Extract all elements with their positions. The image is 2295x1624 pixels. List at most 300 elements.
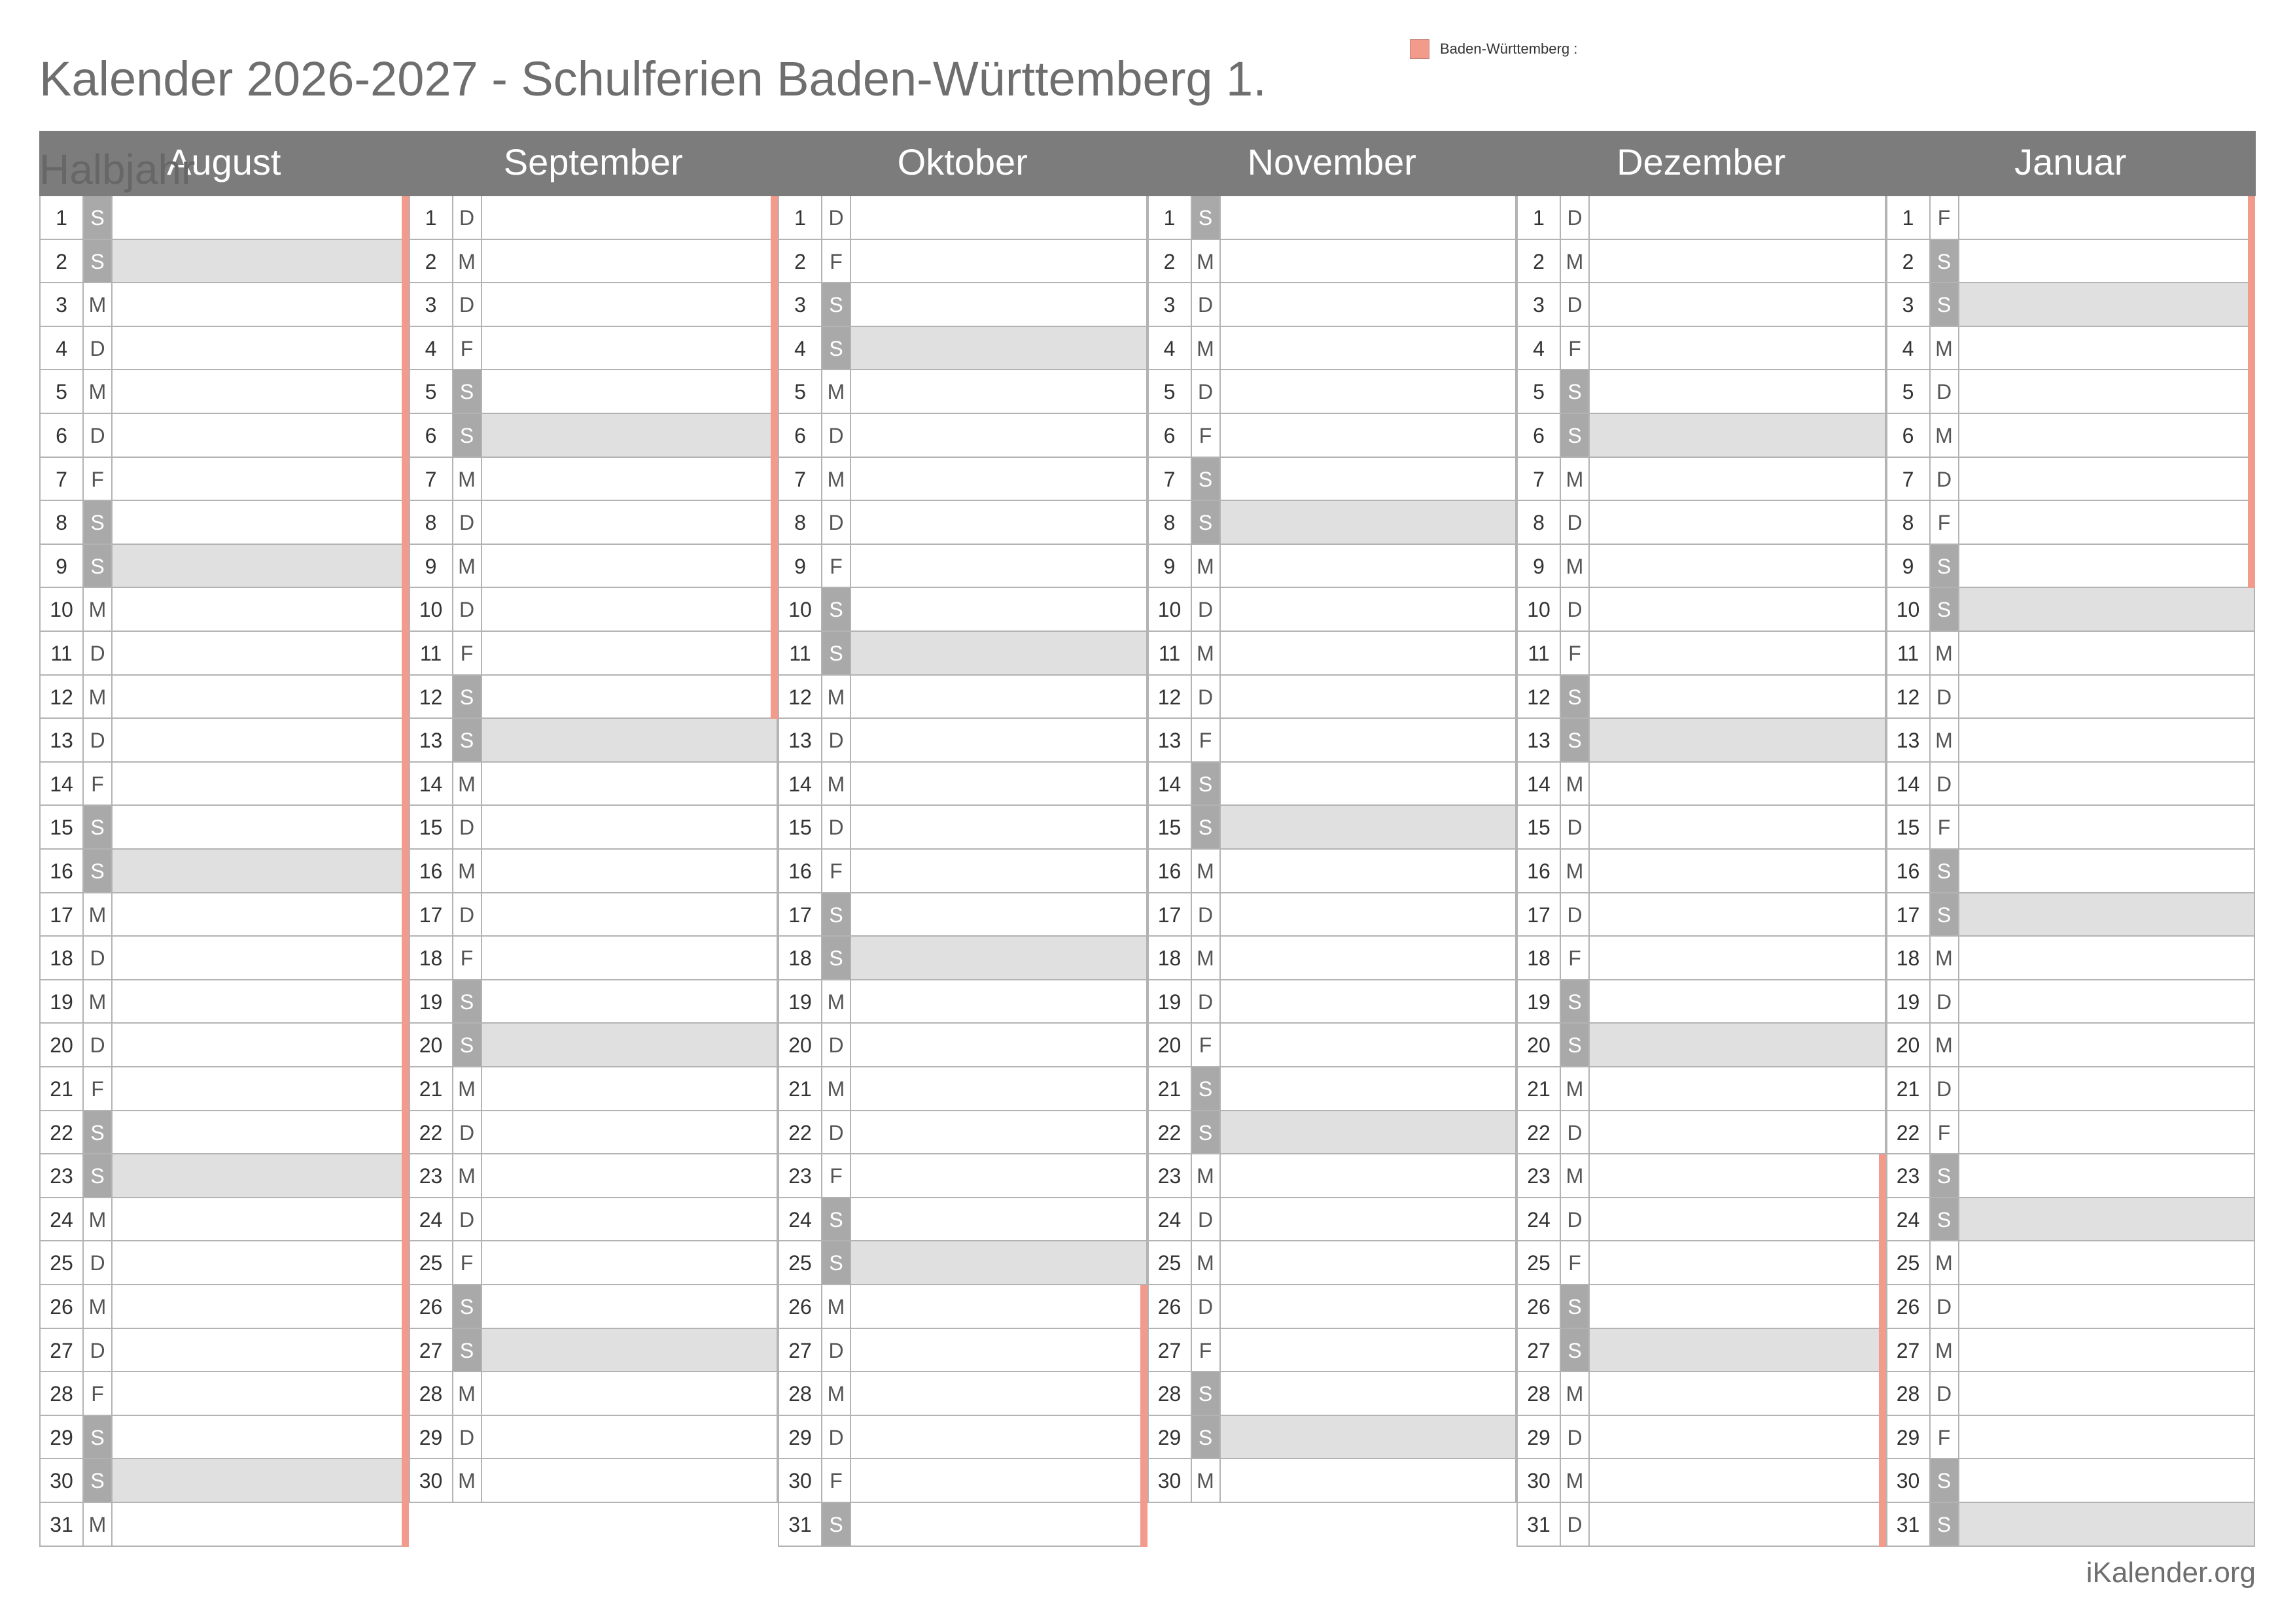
weekday-letter: D	[1931, 980, 1959, 1024]
day-note-cell[interactable]	[113, 850, 409, 893]
day-note-cell[interactable]	[1221, 1024, 1517, 1067]
day-note-cell[interactable]	[851, 1329, 1148, 1373]
day-note-cell[interactable]	[851, 676, 1148, 719]
day-note-cell[interactable]	[482, 458, 779, 502]
weekday-letter: M	[1192, 240, 1221, 284]
day-note-cell[interactable]	[113, 1503, 409, 1547]
day-number: 26	[409, 1285, 453, 1329]
weekday-letter: M	[1931, 1329, 1959, 1373]
day-note-cell[interactable]	[851, 980, 1148, 1024]
day-note-cell[interactable]	[113, 937, 409, 980]
day-note-cell[interactable]	[1221, 1067, 1517, 1111]
day-number: 30	[1516, 1459, 1561, 1503]
day-number: 2	[1516, 240, 1561, 284]
weekday-letter: M	[84, 370, 113, 414]
day-note-cell[interactable]	[1221, 719, 1517, 763]
day-note-cell[interactable]	[1221, 327, 1517, 371]
day-number: 9	[1516, 545, 1561, 589]
day-number: 21	[39, 1067, 84, 1111]
day-number: 25	[409, 1241, 453, 1285]
day-note-cell[interactable]	[113, 545, 409, 589]
weekday-letter: D	[1561, 893, 1590, 937]
day-number: 7	[39, 458, 84, 502]
day-note-cell[interactable]	[482, 501, 779, 545]
day-number: 8	[1886, 501, 1931, 545]
day-note-cell[interactable]	[1590, 370, 1886, 414]
day-number: 23	[1886, 1154, 1931, 1198]
day-note-cell[interactable]	[482, 937, 779, 980]
day-number: 31	[1516, 1503, 1561, 1547]
day-note-cell[interactable]	[1959, 283, 2256, 327]
day-note-cell[interactable]	[1590, 937, 1886, 980]
day-number: 21	[778, 1067, 822, 1111]
day-number: 8	[1148, 501, 1192, 545]
day-note-cell[interactable]	[1590, 676, 1886, 719]
day-number: 26	[39, 1285, 84, 1329]
day-note-cell[interactable]	[482, 327, 779, 371]
day-note-cell[interactable]	[1590, 283, 1886, 327]
day-note-cell[interactable]	[851, 937, 1148, 980]
day-note-cell[interactable]	[1959, 1285, 2256, 1329]
day-note-cell[interactable]	[1959, 980, 2256, 1024]
day-number: 14	[1516, 763, 1561, 806]
day-note-cell[interactable]	[1590, 1024, 1886, 1067]
weekday-letter: S	[453, 1285, 482, 1329]
day-note-cell[interactable]	[1959, 893, 2256, 937]
day-note-cell[interactable]	[113, 501, 409, 545]
day-note-cell[interactable]	[851, 632, 1148, 676]
day-note-cell[interactable]	[113, 1416, 409, 1460]
day-number: 7	[1886, 458, 1931, 502]
day-number: 10	[1886, 588, 1931, 632]
day-note-cell[interactable]	[1221, 676, 1517, 719]
day-note-cell[interactable]	[851, 1241, 1148, 1285]
day-note-cell[interactable]	[1221, 763, 1517, 806]
weekday-letter: F	[1192, 414, 1221, 458]
day-note-cell[interactable]	[1959, 1459, 2256, 1503]
day-number: 6	[1148, 414, 1192, 458]
weekday-letter: M	[1931, 1024, 1959, 1067]
day-note-cell[interactable]	[1959, 327, 2256, 371]
weekday-letter: S	[84, 196, 113, 240]
day-note-cell[interactable]	[1959, 1198, 2256, 1242]
weekday-letter: D	[84, 719, 113, 763]
day-note-cell[interactable]	[482, 1241, 779, 1285]
day-note-cell[interactable]	[1959, 1416, 2256, 1460]
day-note-cell[interactable]	[1590, 980, 1886, 1024]
day-note-cell[interactable]	[1590, 1198, 1886, 1242]
weekday-letter: D	[453, 196, 482, 240]
day-note-cell[interactable]	[113, 1459, 409, 1503]
day-note-cell[interactable]	[113, 1067, 409, 1111]
day-note-cell[interactable]	[851, 458, 1148, 502]
day-number: 18	[39, 937, 84, 980]
day-note-cell[interactable]	[1221, 980, 1517, 1024]
weekday-letter: D	[1561, 588, 1590, 632]
day-note-cell[interactable]	[482, 632, 779, 676]
day-note-cell[interactable]	[1590, 632, 1886, 676]
weekday-letter: M	[1561, 545, 1590, 589]
day-number: 2	[39, 240, 84, 284]
day-note-cell[interactable]	[482, 1198, 779, 1242]
day-note-cell[interactable]	[482, 283, 779, 327]
day-number: 18	[1886, 937, 1931, 980]
day-note-cell[interactable]	[1590, 763, 1886, 806]
weekday-letter: S	[1561, 1285, 1590, 1329]
day-note-cell[interactable]	[113, 327, 409, 371]
day-note-cell[interactable]	[1959, 588, 2256, 632]
weekday-letter: S	[1561, 414, 1590, 458]
day-note-cell[interactable]	[482, 1154, 779, 1198]
day-note-cell[interactable]	[851, 414, 1148, 458]
month-header-november: November	[1247, 141, 1416, 182]
day-note-cell[interactable]	[482, 545, 779, 589]
day-note-cell[interactable]	[1959, 719, 2256, 763]
day-number: 30	[39, 1459, 84, 1503]
day-note-cell[interactable]	[113, 588, 409, 632]
day-note-cell[interactable]	[851, 370, 1148, 414]
day-note-cell[interactable]	[851, 1459, 1148, 1503]
day-number: 16	[39, 850, 84, 893]
day-note-cell[interactable]	[851, 1503, 1148, 1547]
weekday-letter: M	[453, 240, 482, 284]
day-note-cell[interactable]	[851, 1111, 1148, 1155]
day-note-cell[interactable]	[851, 1154, 1148, 1198]
day-note-cell[interactable]	[1959, 196, 2256, 240]
day-number: 1	[1148, 196, 1192, 240]
weekday-letter: M	[453, 458, 482, 502]
weekday-letter: D	[84, 632, 113, 676]
day-note-cell[interactable]	[1590, 240, 1886, 284]
day-note-cell[interactable]	[113, 1154, 409, 1198]
day-note-cell[interactable]	[1221, 1416, 1517, 1460]
day-note-cell[interactable]	[851, 1416, 1148, 1460]
day-note-cell[interactable]	[851, 327, 1148, 371]
day-number: 28	[778, 1372, 822, 1416]
day-number: 3	[1148, 283, 1192, 327]
day-number: 27	[39, 1329, 84, 1373]
weekday-letter: M	[822, 458, 851, 502]
day-note-cell[interactable]	[1959, 458, 2256, 502]
day-note-cell[interactable]	[482, 240, 779, 284]
weekday-letter: S	[453, 414, 482, 458]
day-note-cell[interactable]	[482, 588, 779, 632]
day-number: 3	[778, 283, 822, 327]
weekday-letter: M	[1931, 1241, 1959, 1285]
day-note-cell[interactable]	[482, 719, 779, 763]
day-note-cell[interactable]	[851, 1198, 1148, 1242]
day-note-cell[interactable]	[482, 414, 779, 458]
day-note-cell[interactable]	[1221, 545, 1517, 589]
day-note-cell[interactable]	[482, 980, 779, 1024]
day-note-cell[interactable]	[851, 196, 1148, 240]
day-number: 9	[1148, 545, 1192, 589]
day-note-cell[interactable]	[1959, 1154, 2256, 1198]
day-note-cell[interactable]	[1221, 806, 1517, 850]
day-note-cell[interactable]	[1590, 1285, 1886, 1329]
day-note-cell[interactable]	[1959, 414, 2256, 458]
day-note-cell[interactable]	[1959, 806, 2256, 850]
day-number: 20	[1516, 1024, 1561, 1067]
day-note-cell[interactable]	[1959, 370, 2256, 414]
day-note-cell[interactable]	[482, 850, 779, 893]
day-note-cell[interactable]	[1221, 1241, 1517, 1285]
day-number: 4	[39, 327, 84, 371]
day-note-cell[interactable]	[113, 719, 409, 763]
weekday-letter: M	[1192, 937, 1221, 980]
day-note-cell[interactable]	[1590, 806, 1886, 850]
day-note-cell[interactable]	[1590, 850, 1886, 893]
weekday-letter: D	[1561, 806, 1590, 850]
day-note-cell[interactable]	[1221, 632, 1517, 676]
day-note-cell[interactable]	[851, 893, 1148, 937]
weekday-letter: M	[1561, 458, 1590, 502]
day-note-cell[interactable]	[1590, 1329, 1886, 1373]
holiday-bar	[402, 196, 409, 1547]
day-note-cell[interactable]	[482, 370, 779, 414]
weekday-letter: S	[453, 1329, 482, 1373]
day-note-cell[interactable]	[113, 893, 409, 937]
day-note-cell[interactable]	[1221, 1111, 1517, 1155]
day-note-cell[interactable]	[1959, 501, 2256, 545]
day-number: 8	[778, 501, 822, 545]
day-note-cell[interactable]	[1959, 763, 2256, 806]
weekday-letter: M	[822, 980, 851, 1024]
day-note-cell[interactable]	[482, 763, 779, 806]
weekday-letter: M	[453, 1372, 482, 1416]
weekday-letter: D	[822, 501, 851, 545]
day-number: 7	[1516, 458, 1561, 502]
day-note-cell[interactable]	[1221, 1154, 1517, 1198]
day-note-cell[interactable]	[1959, 850, 2256, 893]
weekday-letter: M	[822, 763, 851, 806]
day-note-cell[interactable]	[1590, 893, 1886, 937]
day-note-cell[interactable]	[851, 806, 1148, 850]
weekday-letter: F	[453, 937, 482, 980]
day-note-cell[interactable]	[1221, 196, 1517, 240]
day-note-cell[interactable]	[113, 1111, 409, 1155]
day-number: 7	[778, 458, 822, 502]
day-note-cell[interactable]	[482, 1067, 779, 1111]
day-number: 6	[39, 414, 84, 458]
day-number: 4	[778, 327, 822, 371]
day-number: 24	[409, 1198, 453, 1242]
day-note-cell[interactable]	[1959, 1503, 2256, 1547]
day-number: 17	[1148, 893, 1192, 937]
day-note-cell[interactable]	[851, 501, 1148, 545]
day-note-cell[interactable]	[1959, 240, 2256, 284]
day-note-cell[interactable]	[113, 632, 409, 676]
day-number: 21	[409, 1067, 453, 1111]
day-note-cell[interactable]	[482, 1285, 779, 1329]
weekday-letter: F	[453, 1241, 482, 1285]
day-note-cell[interactable]	[1221, 283, 1517, 327]
day-note-cell[interactable]	[851, 763, 1148, 806]
day-note-cell[interactable]	[1221, 588, 1517, 632]
day-note-cell[interactable]	[1221, 937, 1517, 980]
day-note-cell[interactable]	[851, 1372, 1148, 1416]
day-number: 16	[1148, 850, 1192, 893]
day-number: 19	[1886, 980, 1931, 1024]
weekday-letter: M	[1931, 937, 1959, 980]
weekday-letter: M	[84, 1503, 113, 1547]
month-header-januar: Januar	[2014, 141, 2127, 182]
day-note-cell[interactable]	[1590, 501, 1886, 545]
day-number: 15	[778, 806, 822, 850]
weekday-letter: S	[1192, 763, 1221, 806]
day-note-cell[interactable]	[113, 1372, 409, 1416]
day-note-cell[interactable]	[113, 1285, 409, 1329]
day-note-cell[interactable]	[1959, 1024, 2256, 1067]
day-note-cell[interactable]	[1221, 850, 1517, 893]
day-note-cell[interactable]	[1221, 458, 1517, 502]
weekday-letter: S	[1931, 240, 1959, 284]
day-note-cell[interactable]	[851, 240, 1148, 284]
day-number: 12	[39, 676, 84, 719]
day-note-cell[interactable]	[1959, 545, 2256, 589]
day-note-cell[interactable]	[113, 283, 409, 327]
day-number: 10	[39, 588, 84, 632]
day-note-cell[interactable]	[482, 1416, 779, 1460]
weekday-letter: M	[1931, 719, 1959, 763]
day-note-cell[interactable]	[1959, 1067, 2256, 1111]
day-number: 19	[409, 980, 453, 1024]
day-note-cell[interactable]	[1959, 1111, 2256, 1155]
weekday-letter: S	[453, 719, 482, 763]
day-note-cell[interactable]	[113, 980, 409, 1024]
day-note-cell[interactable]	[113, 806, 409, 850]
day-note-cell[interactable]	[1221, 370, 1517, 414]
day-number: 11	[1148, 632, 1192, 676]
day-note-cell[interactable]	[851, 719, 1148, 763]
day-number: 1	[1516, 196, 1561, 240]
day-note-cell[interactable]	[482, 1459, 779, 1503]
weekday-letter: D	[1561, 1111, 1590, 1155]
day-note-cell[interactable]	[482, 1024, 779, 1067]
day-note-cell[interactable]	[1221, 1329, 1517, 1373]
day-note-cell[interactable]	[1590, 1372, 1886, 1416]
weekday-letter: S	[1192, 196, 1221, 240]
day-note-cell[interactable]	[1221, 1372, 1517, 1416]
day-note-cell[interactable]	[1959, 1329, 2256, 1373]
day-number: 27	[1516, 1329, 1561, 1373]
weekday-letter: F	[1931, 806, 1959, 850]
day-note-cell[interactable]	[1221, 1459, 1517, 1503]
day-number: 2	[409, 240, 453, 284]
day-note-cell[interactable]	[1959, 676, 2256, 719]
weekday-letter: M	[1931, 327, 1959, 371]
day-note-cell[interactable]	[113, 1329, 409, 1373]
day-number: 12	[1516, 676, 1561, 719]
day-note-cell[interactable]	[113, 196, 409, 240]
day-note-cell[interactable]	[113, 763, 409, 806]
day-note-cell[interactable]	[1221, 240, 1517, 284]
day-number: 17	[39, 893, 84, 937]
day-note-cell[interactable]	[1590, 545, 1886, 589]
day-note-cell[interactable]	[482, 1111, 779, 1155]
day-note-cell[interactable]	[1590, 719, 1886, 763]
weekday-letter: M	[1561, 1067, 1590, 1111]
day-number: 29	[409, 1416, 453, 1460]
day-note-cell[interactable]	[113, 240, 409, 284]
day-note-cell[interactable]	[1590, 414, 1886, 458]
day-note-cell[interactable]	[1590, 1416, 1886, 1460]
day-note-cell[interactable]	[851, 1024, 1148, 1067]
day-note-cell[interactable]	[113, 1241, 409, 1285]
day-note-cell[interactable]	[1959, 1372, 2256, 1416]
day-note-cell[interactable]	[1221, 1285, 1517, 1329]
day-note-cell[interactable]	[1590, 196, 1886, 240]
day-number: 7	[1148, 458, 1192, 502]
day-note-cell[interactable]	[113, 458, 409, 502]
day-note-cell[interactable]	[1590, 1241, 1886, 1285]
day-note-cell[interactable]	[1221, 1198, 1517, 1242]
day-note-cell[interactable]	[851, 1067, 1148, 1111]
day-note-cell[interactable]	[113, 370, 409, 414]
day-note-cell[interactable]	[482, 196, 779, 240]
weekday-letter: S	[84, 806, 113, 850]
day-note-cell[interactable]	[1590, 458, 1886, 502]
day-number: 28	[39, 1372, 84, 1416]
day-note-cell[interactable]	[1959, 1241, 2256, 1285]
day-note-cell[interactable]	[1590, 1503, 1886, 1547]
day-note-cell[interactable]	[1221, 414, 1517, 458]
day-note-cell[interactable]	[1221, 893, 1517, 937]
day-note-cell[interactable]	[1590, 1067, 1886, 1111]
day-note-cell[interactable]	[1590, 1459, 1886, 1503]
day-number: 9	[778, 545, 822, 589]
weekday-letter: D	[1931, 370, 1959, 414]
day-number: 26	[1148, 1285, 1192, 1329]
day-note-cell[interactable]	[482, 806, 779, 850]
day-note-cell[interactable]	[482, 676, 779, 719]
weekday-letter: M	[1561, 1372, 1590, 1416]
day-number: 24	[1886, 1198, 1931, 1242]
day-note-cell[interactable]	[851, 1285, 1148, 1329]
day-note-cell[interactable]	[113, 676, 409, 719]
day-note-cell[interactable]	[482, 1372, 779, 1416]
day-number: 30	[1886, 1459, 1931, 1503]
day-note-cell[interactable]	[113, 1198, 409, 1242]
day-note-cell[interactable]	[1590, 327, 1886, 371]
day-note-cell[interactable]	[851, 545, 1148, 589]
day-number: 12	[778, 676, 822, 719]
title-overflow-text: Halbjahr	[39, 146, 196, 193]
day-note-cell[interactable]	[851, 850, 1148, 893]
day-note-cell[interactable]	[1959, 632, 2256, 676]
day-note-cell[interactable]	[1221, 501, 1517, 545]
day-number: 13	[1148, 719, 1192, 763]
weekday-letter: D	[84, 1024, 113, 1067]
day-note-cell[interactable]	[851, 283, 1148, 327]
weekday-letter: F	[1192, 1329, 1221, 1373]
day-number: 29	[1516, 1416, 1561, 1460]
day-note-cell[interactable]	[482, 893, 779, 937]
day-number: 30	[409, 1459, 453, 1503]
day-note-cell[interactable]	[1959, 937, 2256, 980]
weekday-letter: S	[1192, 501, 1221, 545]
day-note-cell[interactable]	[851, 588, 1148, 632]
day-note-cell[interactable]	[1590, 588, 1886, 632]
day-note-cell[interactable]	[482, 1329, 779, 1373]
day-note-cell[interactable]	[1590, 1111, 1886, 1155]
day-number: 15	[39, 806, 84, 850]
day-note-cell[interactable]	[1590, 1154, 1886, 1198]
day-note-cell[interactable]	[113, 1024, 409, 1067]
day-note-cell[interactable]	[113, 414, 409, 458]
day-number: 13	[39, 719, 84, 763]
day-number: 31	[39, 1503, 84, 1547]
